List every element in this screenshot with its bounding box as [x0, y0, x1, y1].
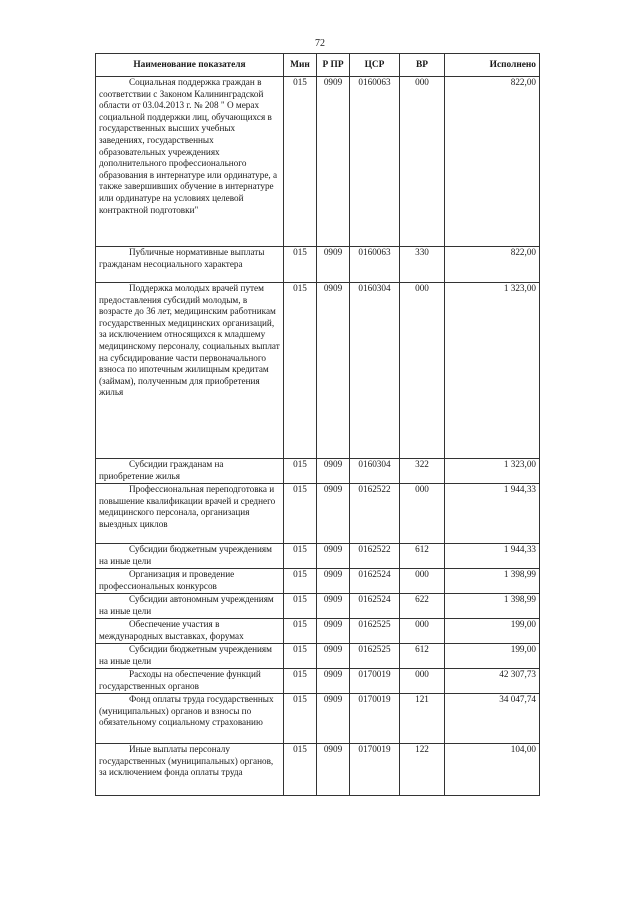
- row-name: Социальная поддержка граждан в соответствии с Законом Калининградской области от 03.04.2013 г. № 208 " О мерах социальной поддержки лиц, обучающихся в государственных высших учебных заведениях, государственных образовательных учреждениях дополнительного профессионального образования в интернатуре или ординатуре, а также завершивших обучение в интернатуре или ординатуре на условиях целевой контрактной подготовки": [96, 77, 284, 247]
- row-rpr: 0909: [317, 669, 350, 694]
- table-row: [96, 569, 540, 594]
- row-csr: 0160304: [350, 459, 400, 484]
- row-rpr: 0909: [317, 619, 350, 644]
- row-amount: 1 944,33: [445, 484, 540, 544]
- row-name: Фонд оплаты труда государственных (муниципальных) органов и взносы по обязательному социальному страхованию: [96, 694, 284, 744]
- row-rpr: 0909: [317, 283, 350, 459]
- row-amount: 822,00: [445, 247, 540, 283]
- row-csr: 0162524: [350, 594, 400, 619]
- table-row: [96, 544, 540, 569]
- row-csr: 0160063: [350, 247, 400, 283]
- row-vr: 000: [400, 484, 445, 544]
- row-rpr: 0909: [317, 544, 350, 569]
- row-amount: 1 944,33: [445, 544, 540, 569]
- row-vr: 121: [400, 694, 445, 744]
- table-row: [96, 694, 540, 744]
- row-vr: 000: [400, 77, 445, 247]
- row-csr: 0162525: [350, 644, 400, 669]
- row-amount: 1 323,00: [445, 459, 540, 484]
- row-name: Субсидии бюджетным учреждениям на иные цели: [96, 544, 284, 569]
- row-min: 015: [284, 619, 317, 644]
- row-name: Обеспечение участия в международных выставках, форумах: [96, 619, 284, 644]
- header-rpr: Р ПР: [317, 54, 350, 77]
- row-csr: 0160063: [350, 77, 400, 247]
- row-amount: 1 398,99: [445, 594, 540, 619]
- header-name: Наименование показателя: [96, 54, 284, 77]
- row-amount: 1 323,00: [445, 283, 540, 459]
- row-rpr: 0909: [317, 644, 350, 669]
- header-min: Мин: [284, 54, 317, 77]
- table-row: [96, 247, 540, 283]
- row-min: 015: [284, 694, 317, 744]
- row-amount: 822,00: [445, 77, 540, 247]
- page-number: 72: [315, 38, 325, 49]
- row-name: Субсидии бюджетным учреждениям на иные цели: [96, 644, 284, 669]
- row-amount: 42 307,73: [445, 669, 540, 694]
- row-vr: 000: [400, 569, 445, 594]
- row-min: 015: [284, 459, 317, 484]
- row-csr: 0162524: [350, 569, 400, 594]
- row-name: Профессиональная переподготовка и повышение квалификации врачей и среднего медицинского персонала, организация выездных циклов: [96, 484, 284, 544]
- row-min: 015: [284, 247, 317, 283]
- row-rpr: 0909: [317, 569, 350, 594]
- row-rpr: 0909: [317, 594, 350, 619]
- row-amount: 1 398,99: [445, 569, 540, 594]
- row-min: 015: [284, 77, 317, 247]
- row-name: Иные выплаты персоналу государственных (муниципальных) органов, за исключением фонда оплаты труда: [96, 744, 284, 796]
- row-csr: 0162525: [350, 619, 400, 644]
- table-row: [96, 669, 540, 694]
- row-rpr: 0909: [317, 77, 350, 247]
- row-min: 015: [284, 669, 317, 694]
- row-name: Организация и проведение профессиональных конкурсов: [96, 569, 284, 594]
- row-rpr: 0909: [317, 484, 350, 544]
- row-min: 015: [284, 283, 317, 459]
- row-csr: 0162522: [350, 484, 400, 544]
- table-row: [96, 644, 540, 669]
- row-name: Субсидии автономным учреждениям на иные цели: [96, 594, 284, 619]
- table-header-row: [96, 54, 540, 77]
- row-amount: 104,00: [445, 744, 540, 796]
- row-name: Расходы на обеспечение функций государственных органов: [96, 669, 284, 694]
- row-vr: 330: [400, 247, 445, 283]
- row-vr: 000: [400, 619, 445, 644]
- row-vr: 322: [400, 459, 445, 484]
- row-rpr: 0909: [317, 694, 350, 744]
- table-row: [96, 77, 540, 247]
- row-csr: 0170019: [350, 694, 400, 744]
- row-csr: 0162522: [350, 544, 400, 569]
- row-min: 015: [284, 569, 317, 594]
- budget-table: [95, 53, 540, 796]
- table-row: [96, 619, 540, 644]
- row-min: 015: [284, 544, 317, 569]
- row-amount: 199,00: [445, 644, 540, 669]
- row-vr: 622: [400, 594, 445, 619]
- table-row: [96, 484, 540, 544]
- header-csr: ЦСР: [350, 54, 400, 77]
- header-amount: Исполнено: [445, 54, 540, 77]
- row-min: 015: [284, 744, 317, 796]
- table-row: [96, 594, 540, 619]
- table-row: [96, 744, 540, 796]
- table-row: [96, 459, 540, 484]
- row-rpr: 0909: [317, 744, 350, 796]
- row-name: Публичные нормативные выплаты гражданам несоциального характера: [96, 247, 284, 283]
- row-vr: 000: [400, 669, 445, 694]
- row-min: 015: [284, 594, 317, 619]
- row-vr: 612: [400, 644, 445, 669]
- table-row: [96, 283, 540, 459]
- row-amount: 199,00: [445, 619, 540, 644]
- row-vr: 612: [400, 544, 445, 569]
- row-vr: 000: [400, 283, 445, 459]
- row-csr: 0160304: [350, 283, 400, 459]
- row-vr: 122: [400, 744, 445, 796]
- row-name: Субсидии гражданам на приобретение жилья: [96, 459, 284, 484]
- header-vr: ВР: [400, 54, 445, 77]
- row-name: Поддержка молодых врачей путем предоставления субсидий молодым, в возрасте до 36 лет, медицинским работникам государственных медицинских организаций, за исключением относящихся к младшему медицинскому персоналу, социальных выплат на субсидирование части первоначального взноса по ипотечным жилищным кредитам (займам), полученным для приобретения жилья: [96, 283, 284, 459]
- row-csr: 0170019: [350, 669, 400, 694]
- row-rpr: 0909: [317, 247, 350, 283]
- row-rpr: 0909: [317, 459, 350, 484]
- row-amount: 34 047,74: [445, 694, 540, 744]
- row-min: 015: [284, 644, 317, 669]
- row-csr: 0170019: [350, 744, 400, 796]
- row-min: 015: [284, 484, 317, 544]
